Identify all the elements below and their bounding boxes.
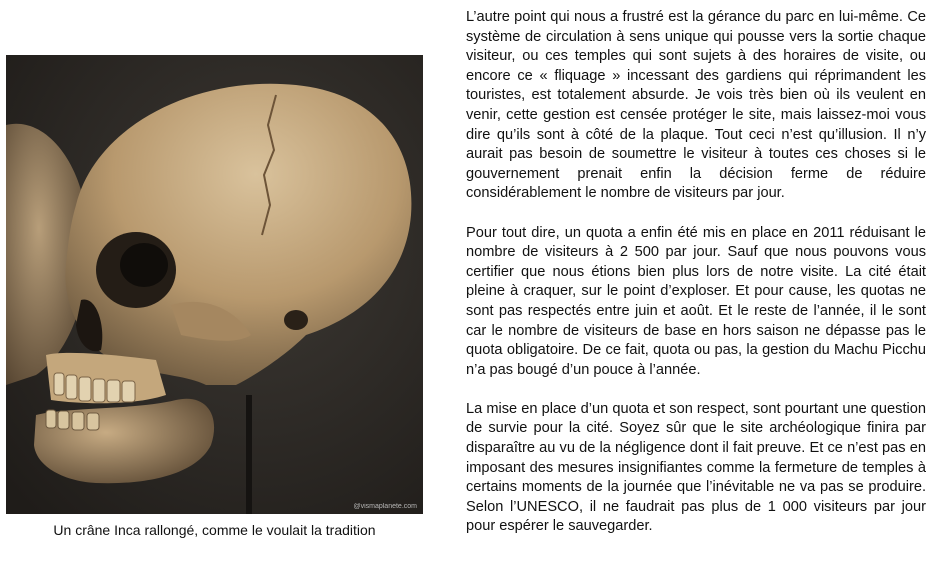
article-text <box>466 8 926 537</box>
photo-caption: Un crâne Inca rallongé, comme le voulait la tradition <box>53 522 376 538</box>
paragraph-1: L’autre point qui nous a frustré est la gérance du parc en lui-même. Ce système de circulation à sens unique qui pousse vers la sortie chaque visiteur, ou ces temples qui sont sujets à des horaires de visite, ou encore ce « fliquage » incessant des gardiens qui réprimandent les touristes, est totalement absurde. Je vois très bien où ils veulent en venir, cette gestion est censée protéger le site, mais laissez-moi vous dire qu’ils sont à côté de la plaque. Tout ceci n’est qu’illusion. Il n’y aurait pas besoin de soumettre le visiteur à toutes ces choses si le gouvernement prenait enfin la décision ferme de réduire considérablement le nombre de visiteurs par jour. <box>466 9 926 202</box>
paragraph-3: La mise en place d’un quota et son respect, sont pourtant une question de survie pour la cité. Soyez sûr que le site archéologique finira par disparaître au vu de la négligence dont il fait preuve. Et ce n’est pas en imposant des mesures insignifiantes comme la fermeture de temples à certains moments de la journée que l’inévitable ne va pas se produire. Selon l’UNESCO, il ne faudrait pas plus de 1 000 visiteurs par jour pour espérer le sauvegarder. <box>466 400 926 535</box>
paragraph-2: Pour tout dire, un quota a enfin été mis en place en 2011 réduisant le nombre de visiteurs à 2 500 par jour. Sauf que nous pouvons vous certifier que nous étions bien plus lors de notre visite. La cité était pleine à craquer, sur le point d’exploser. Et pour cause, les quotas ne sont pas respectés entre juin et août. Et le reste de l’année, il le sont car le nombre de visiteurs de base en hors saison ne dépasse pas le quota obligatoire. De ce fait, quota ou pas, la gestion du Machu Picchu n’a pas bougé d’un pouce à l’année. <box>466 224 926 378</box>
photo-watermark: @vismaplanete.com <box>353 503 417 510</box>
skull-photo <box>6 55 423 514</box>
skull-illustration <box>6 55 423 514</box>
